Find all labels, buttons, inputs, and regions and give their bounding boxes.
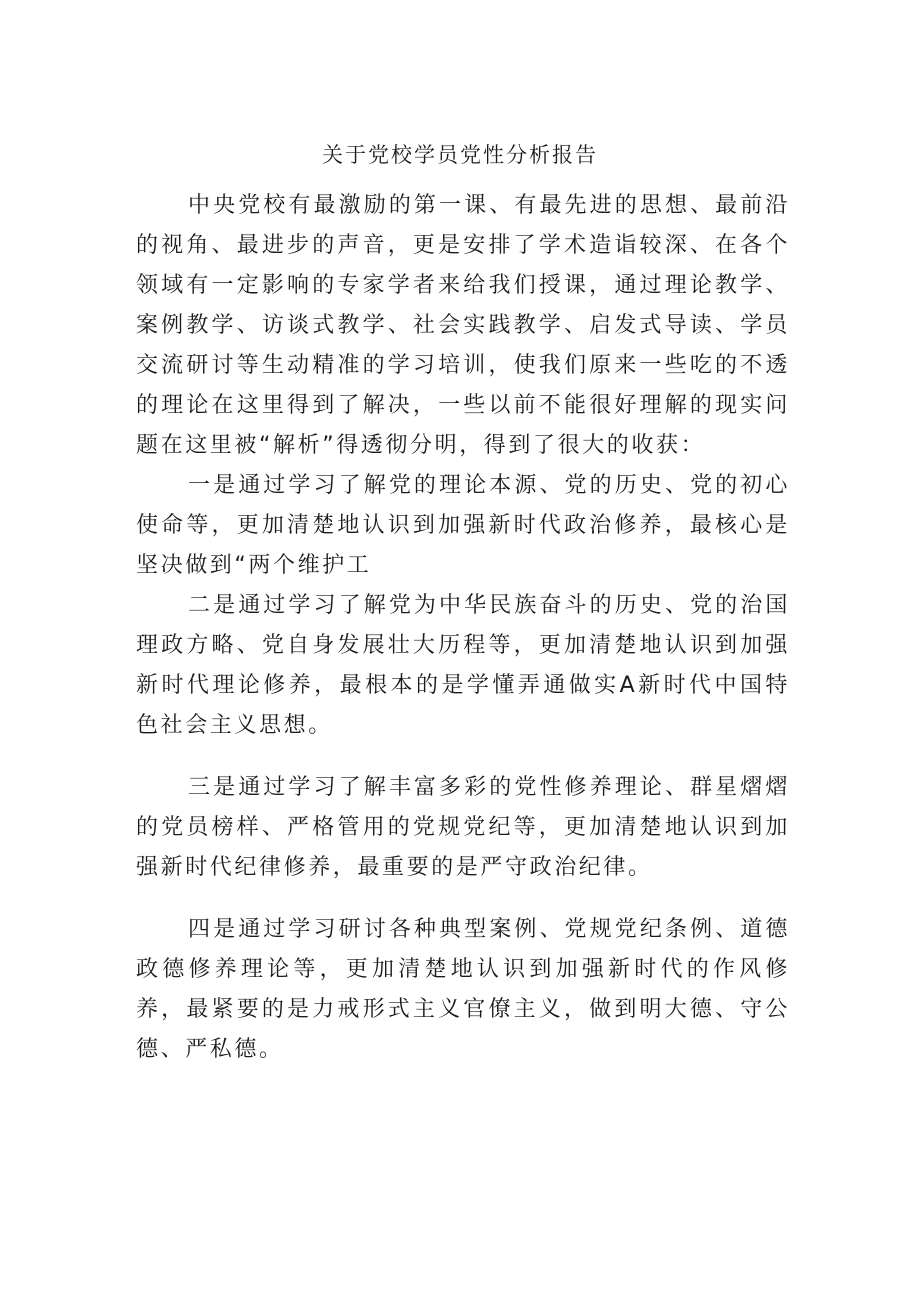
paragraph-point-three: 三是通过学习了解丰富多彩的党性修养理论、群星熠熠的党员榜样、严格管用的党规党纪等，更加清楚地认识到加强新时代纪律修养，最重要的是严守政治纪律。 xyxy=(136,775,790,880)
document-body xyxy=(136,186,790,1070)
paragraph-intro: 中央党校有最激励的第一课、有最先进的思想、最前沿的视角、最进步的声音，更是安排了学术造诣较深、在各个领域有一定影响的专家学者来给我们授课，通过理论教学、案例教学、访谈式教学、社会实践教学、启发式导读、学员交流研讨等生动精准的学习培训，使我们原来一些吃的不透的理论在这里得到了解决，一些以前不能很好理解的现实问题在这里被“解析”得透彻分明，得到了很大的收获： xyxy=(136,193,790,458)
paragraph-point-one: 一是通过学习了解党的理论本源、党的历史、党的初心使命等，更加清楚地认识到加强新时代政治修养，最核心是坚决做到“两个维护工 xyxy=(136,473,790,578)
paragraph-point-two: 二是通过学习了解党为中华民族奋斗的历史、党的治国理政方略、党自身发展壮大历程等，更加清楚地认识到加强新时代理论修养，最根本的是学懂弄通做实A新时代中国特色社会主义思想。 xyxy=(136,593,790,738)
paragraph-point-four: 四是通过学习研讨各种典型案例、党规党纪条例、道德政德修养理论等，更加清楚地认识到加强新时代的作风修养，最紧要的是力戒形式主义官僚主义，做到明大德、守公德、严私德。 xyxy=(136,917,790,1062)
document-title: 关于党校学员党性分析报告 xyxy=(322,143,598,167)
